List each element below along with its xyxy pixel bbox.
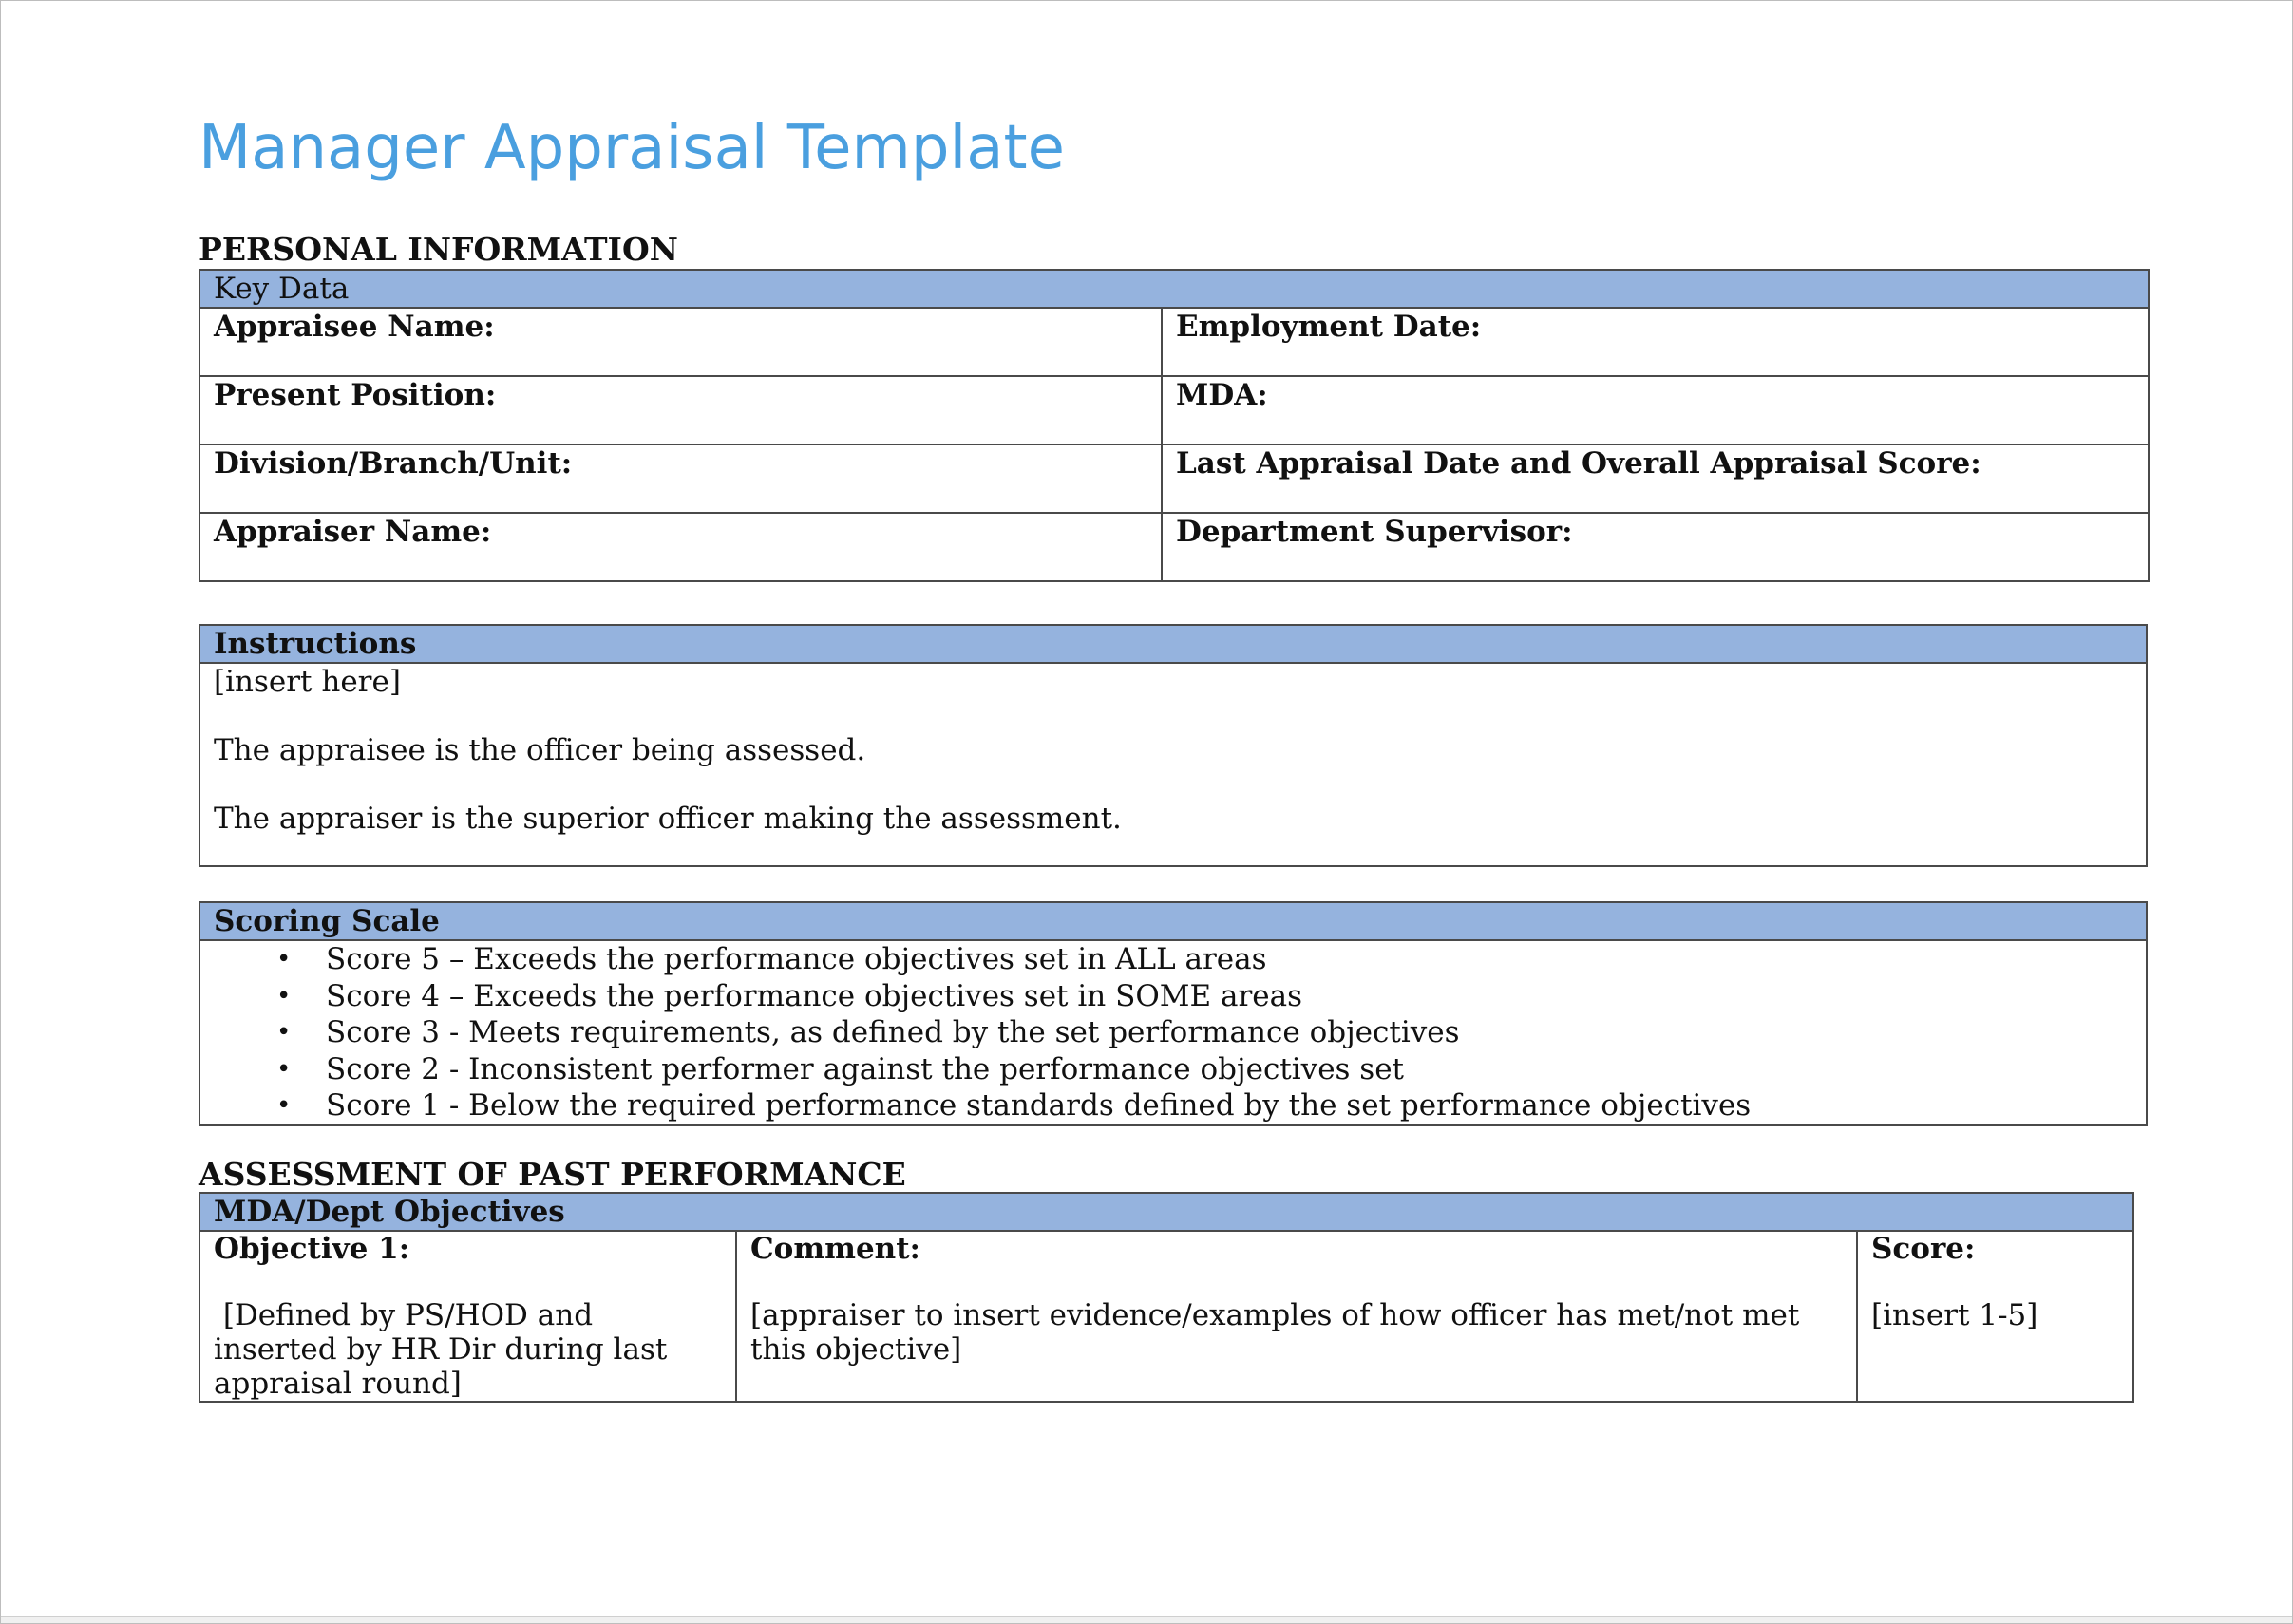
scale-item-text: Score 1 - Below the required performance standards defined by the set performance objectives <box>326 1088 1752 1123</box>
scale-item-3 <box>276 1014 2132 1051</box>
score-label: Score: <box>1871 1232 1976 1266</box>
past-performance-heading: ASSESSMENT OF PAST PERFORMANCE <box>199 1156 906 1193</box>
objectives-table <box>199 1192 2134 1403</box>
scale-item-2 <box>276 1051 2132 1088</box>
scoring-scale-table <box>199 901 2148 1126</box>
bullet-icon: • <box>276 1091 292 1120</box>
page-bottom-edge <box>1 1616 2292 1623</box>
scale-item-4 <box>276 978 2132 1015</box>
instructions-body[interactable] <box>199 663 2147 866</box>
key-data-table <box>199 269 2150 582</box>
instructions-appraiser-definition: The appraiser is the superior officer making the assessment. <box>214 802 1122 836</box>
last-appraisal-field[interactable]: Last Appraisal Date and Overall Appraisal Score: <box>1162 444 2149 513</box>
employment-date-field[interactable]: Employment Date: <box>1162 308 2149 376</box>
department-supervisor-field[interactable]: Department Supervisor: <box>1162 513 2149 581</box>
scale-item-1 <box>276 1087 2132 1124</box>
objective-label: Objective 1: <box>214 1232 410 1266</box>
scale-item-5 <box>276 941 2132 978</box>
comment-cell[interactable] <box>736 1231 1857 1402</box>
objective-1-cell[interactable] <box>199 1231 736 1402</box>
comment-label: Comment: <box>750 1232 920 1266</box>
present-position-field[interactable]: Present Position: <box>199 376 1162 444</box>
appraiser-name-field[interactable]: Appraiser Name: <box>199 513 1162 581</box>
instructions-table <box>199 624 2148 867</box>
scoring-scale-list <box>214 941 2132 1124</box>
scoring-scale-band: Scoring Scale <box>199 902 2147 940</box>
scoring-scale-body <box>199 940 2147 1125</box>
instructions-placeholder: [insert here] <box>214 665 401 699</box>
bullet-icon: • <box>276 1018 292 1047</box>
key-data-band: Key Data <box>199 270 2149 308</box>
bullet-icon: • <box>276 1054 292 1084</box>
scale-item-text: Score 2 - Inconsistent performer against the performance objectives set <box>326 1051 1405 1086</box>
score-cell[interactable] <box>1857 1231 2133 1402</box>
scale-item-text: Score 3 - Meets requirements, as defined by the set performance objectives <box>326 1015 1460 1049</box>
scale-item-text: Score 4 – Exceeds the performance objectives set in SOME areas <box>326 978 1303 1013</box>
score-value: [insert 1-5] <box>1871 1298 2038 1332</box>
personal-information-heading: PERSONAL INFORMATION <box>199 231 678 268</box>
bullet-icon: • <box>276 945 292 973</box>
mda-field[interactable]: MDA: <box>1162 376 2149 444</box>
appraisee-name-field[interactable]: Appraisee Name: <box>199 308 1162 376</box>
objective-value: [Defined by PS/HOD and inserted by HR Dir during last appraisal round] <box>214 1298 677 1401</box>
document-title: Manager Appraisal Template <box>199 113 1065 183</box>
instructions-appraisee-definition: The appraisee is the officer being assessed. <box>214 733 866 767</box>
instructions-band: Instructions <box>199 625 2147 663</box>
bullet-icon: • <box>276 981 292 1010</box>
division-branch-unit-field[interactable]: Division/Branch/Unit: <box>199 444 1162 513</box>
comment-value: [appraiser to insert evidence/examples of how officer has met/not met this objective] <box>750 1298 1800 1367</box>
scale-item-text: Score 5 – Exceeds the performance objectives set in ALL areas <box>326 942 1267 976</box>
objectives-band: MDA/Dept Objectives <box>199 1193 2133 1231</box>
